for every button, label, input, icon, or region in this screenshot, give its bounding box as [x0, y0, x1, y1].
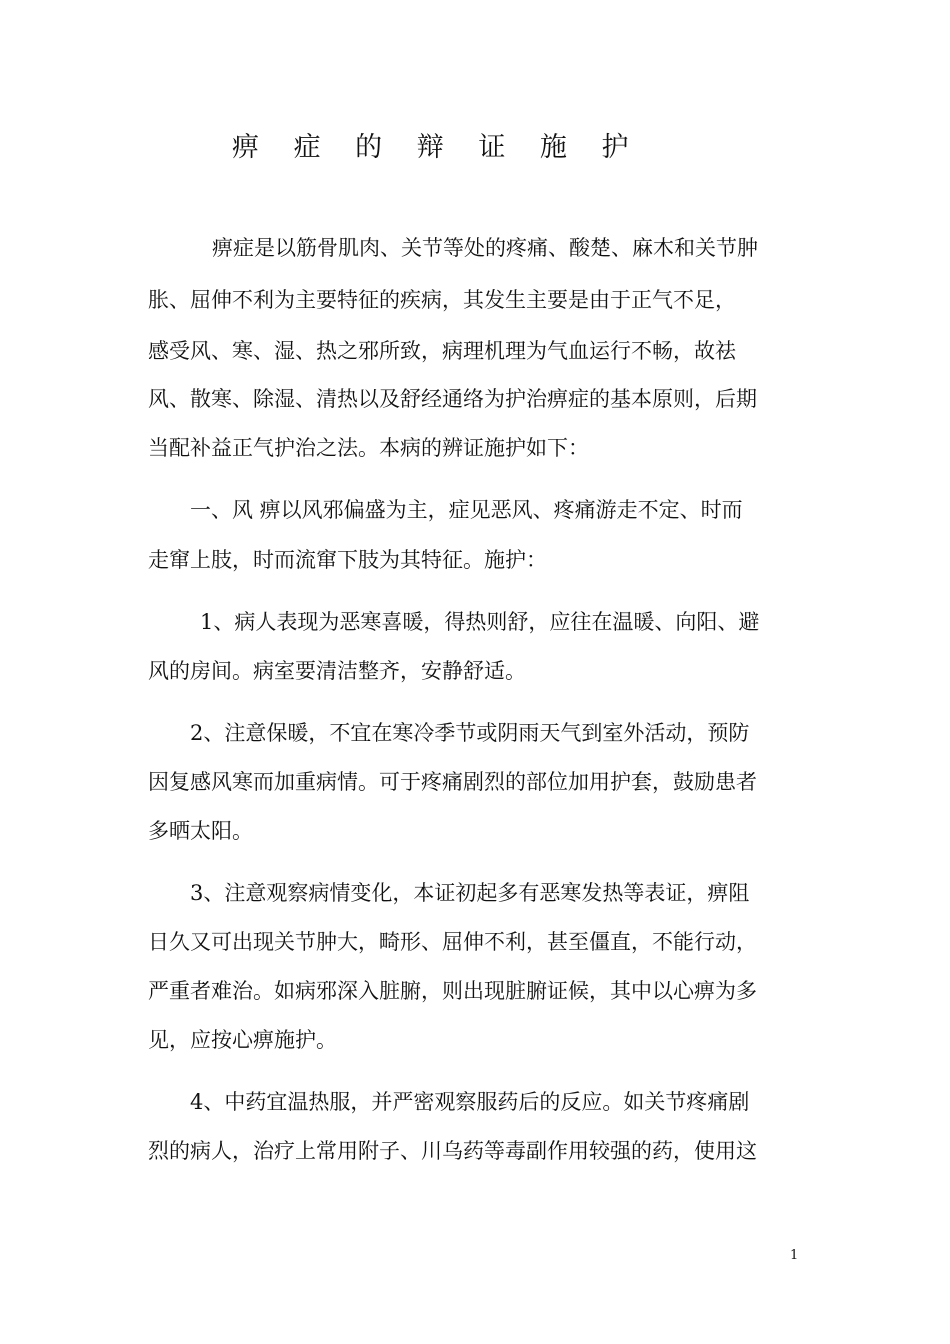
text-line: 日久又可出现关节肿大，畸形、屈伸不利，甚至僵直，不能行动，: [148, 930, 757, 954]
text-line: 风、散寒、除湿、清热以及舒经通络为护治痹症的基本原则，后期: [148, 387, 757, 411]
text-line: 感受风、寒、湿、热之邪所致，病理机理为气血运行不畅，故祛: [148, 339, 736, 363]
text-line: 胀、屈伸不利为主要特征的疾病，其发生主要是由于正气不足，: [148, 288, 736, 312]
text-line: 严重者难治。如病邪深入脏腑，则出现脏腑证候，其中以心痹为多: [148, 979, 757, 1003]
text-line: 烈的病人，治疗上常用附子、川乌药等毒副作用较强的药，使用这: [148, 1139, 757, 1163]
text-line: 多晒太阳。: [148, 819, 253, 843]
text-line: 风的房间。病室要清洁整齐，安静舒适。: [148, 659, 526, 683]
text-line: 1、病人表现为恶寒喜暖，得热则舒，应往在温暖、向阳、避: [200, 610, 760, 634]
text-line: 一、风 痹以风邪偏盛为主，症见恶风、疼痛游走不定、时而: [190, 498, 743, 522]
text-line: 3、注意观察病情变化，本证初起多有恶寒发热等表证，痹阻: [190, 881, 750, 905]
page-title: 痹 症 的 辩 证 施 护: [232, 132, 642, 163]
text-line: 见，应按心痹施护。: [148, 1028, 337, 1052]
text-line: 2、注意保暖，不宜在寒冷季节或阴雨天气到室外活动，预防: [190, 721, 750, 745]
page-number: 1: [790, 1248, 799, 1263]
text-line: 走窜上肢，时而流窜下肢为其特征。施护：: [148, 548, 547, 572]
text-line: 4、中药宜温热服，并严密观察服药后的反应。如关节疼痛剧: [190, 1090, 750, 1114]
text-line: 因复感风寒而加重病情。可于疼痛剧烈的部位加用护套，鼓励患者: [148, 770, 757, 794]
text-line: 痹症是以筋骨肌肉、关节等处的疼痛、酸楚、麻木和关节肿: [212, 236, 758, 260]
text-line: 当配补益正气护治之法。本病的辨证施护如下：: [148, 436, 589, 460]
